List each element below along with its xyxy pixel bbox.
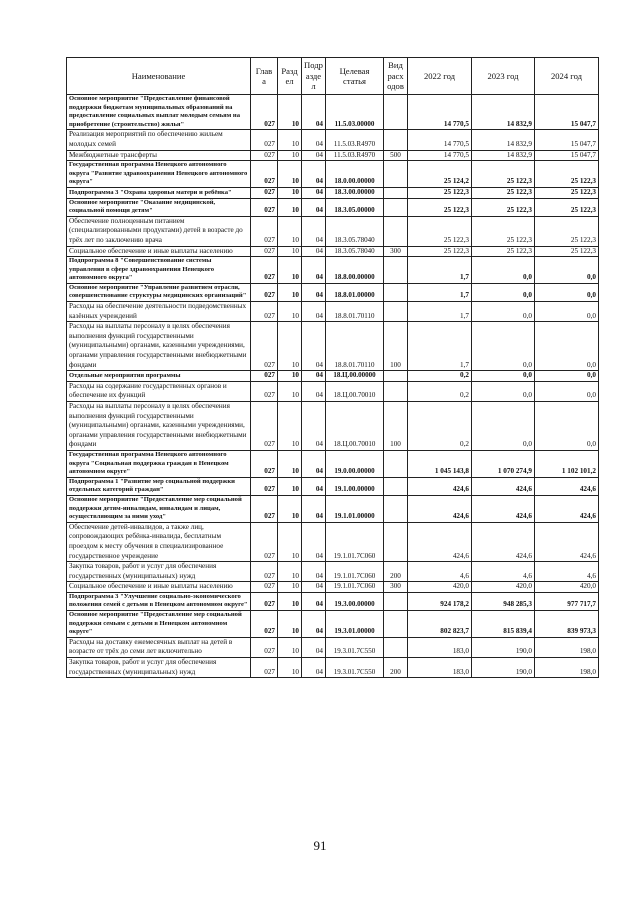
row-csr-cell: 18.3.00.00000	[326, 187, 384, 198]
row-podrazdel-cell: 04	[302, 381, 326, 401]
row-podrazdel-cell: 04	[302, 611, 326, 638]
row-csr-cell: 18.0.00.00000	[326, 161, 384, 188]
row-2022-cell: 924 178,2	[408, 592, 472, 610]
row-csr-cell: 18.3.05.78040	[326, 246, 384, 257]
row-podrazdel-cell: 04	[302, 637, 326, 657]
row-glava-cell: 027	[251, 495, 278, 522]
row-2023-cell: 424,6	[472, 477, 535, 495]
row-csr-cell: 19.3.01.7С550	[326, 637, 384, 657]
row-vr-cell: 300	[384, 582, 408, 593]
row-name-cell: Расходы на обеспечение деятельности подведомственных казённых учреждений	[67, 302, 251, 322]
row-2024-cell: 25 122,3	[535, 187, 599, 198]
row-2023-cell: 14 832,9	[472, 150, 535, 161]
row-vr-cell: 500	[384, 150, 408, 161]
row-2022-cell: 0,2	[408, 381, 472, 401]
row-podrazdel-cell: 04	[302, 562, 326, 582]
row-glava-cell: 027	[251, 322, 278, 371]
row-name-cell: Государственная программа Ненецкого автономного округа "Развитие здравоохранения Ненецкого автономного округа"	[67, 161, 251, 188]
row-razdel-cell: 10	[278, 161, 302, 188]
row-vr-cell	[384, 371, 408, 382]
row-2023-cell: 190,0	[472, 637, 535, 657]
row-csr-cell: 18.3.05.78040	[326, 216, 384, 246]
row-podrazdel-cell: 04	[302, 322, 326, 371]
row-2022-cell: 14 770,5	[408, 150, 472, 161]
row-razdel-cell: 10	[278, 198, 302, 216]
row-csr-cell: 19.3.01.7С550	[326, 658, 384, 678]
row-2022-cell: 25 122,3	[408, 187, 472, 198]
table-row	[67, 562, 599, 582]
row-csr-cell: 19.1.01.7С060	[326, 562, 384, 582]
row-csr-cell: 11.5.03.R4970	[326, 150, 384, 161]
row-2022-cell: 25 122,3	[408, 198, 472, 216]
row-razdel-cell: 10	[278, 562, 302, 582]
row-2024-cell: 25 122,3	[535, 161, 599, 188]
row-csr-cell: 19.1.01.7С060	[326, 522, 384, 561]
row-glava-cell: 027	[251, 592, 278, 610]
row-2024-cell: 198,0	[535, 637, 599, 657]
row-csr-cell: 19.1.00.00000	[326, 477, 384, 495]
row-podrazdel-cell: 04	[302, 246, 326, 257]
row-razdel-cell: 10	[278, 257, 302, 284]
row-2024-cell: 0,0	[535, 381, 599, 401]
row-glava-cell: 027	[251, 582, 278, 593]
row-podrazdel-cell: 04	[302, 216, 326, 246]
row-podrazdel-cell: 04	[302, 283, 326, 301]
row-name-cell: Подпрограмма 8 "Совершенствование системы управления в сфере здравоохранения Ненецкого автономного округа"	[67, 257, 251, 284]
row-glava-cell: 027	[251, 522, 278, 561]
row-glava-cell: 027	[251, 658, 278, 678]
row-2023-cell: 0,0	[472, 371, 535, 382]
header-name: Наименование	[67, 58, 251, 95]
row-2024-cell: 25 122,3	[535, 246, 599, 257]
row-2022-cell: 1 045 143,8	[408, 450, 472, 477]
row-vr-cell	[384, 302, 408, 322]
row-vr-cell	[384, 592, 408, 610]
row-csr-cell: 18.8.00.00000	[326, 257, 384, 284]
row-razdel-cell: 10	[278, 402, 302, 451]
row-glava-cell: 027	[251, 611, 278, 638]
row-glava-cell: 027	[251, 130, 278, 150]
row-csr-cell: 18.8.01.00000	[326, 283, 384, 301]
row-csr-cell: 11.5.03.00000	[326, 95, 384, 130]
row-2024-cell: 420,0	[535, 582, 599, 593]
row-2023-cell: 0,0	[472, 257, 535, 284]
row-glava-cell: 027	[251, 161, 278, 188]
row-2024-cell: 198,0	[535, 658, 599, 678]
row-2023-cell: 815 839,4	[472, 611, 535, 638]
table-row	[67, 477, 599, 495]
row-glava-cell: 027	[251, 302, 278, 322]
row-2023-cell: 14 832,9	[472, 95, 535, 130]
row-2024-cell: 25 122,3	[535, 216, 599, 246]
row-vr-cell	[384, 522, 408, 561]
row-podrazdel-cell: 04	[302, 257, 326, 284]
row-name-cell: Обеспечение полноценным питанием (специализированными продуктами) детей в возрасте до трёх лет по заключению врача	[67, 216, 251, 246]
row-razdel-cell: 10	[278, 637, 302, 657]
row-2024-cell: 424,6	[535, 477, 599, 495]
row-2023-cell: 25 122,3	[472, 187, 535, 198]
row-vr-cell	[384, 95, 408, 130]
table-row	[67, 658, 599, 678]
row-vr-cell: 200	[384, 658, 408, 678]
row-name-cell: Расходы на выплаты персоналу в целях обеспечения выполнения функций государственными (муниципальными) органами, казенными учреждениями, органами управления государственными внебюджетными фондами	[67, 402, 251, 451]
row-2023-cell: 1 070 274,9	[472, 450, 535, 477]
row-podrazdel-cell: 04	[302, 522, 326, 561]
row-csr-cell: 18.3.05.00000	[326, 198, 384, 216]
row-vr-cell: 300	[384, 246, 408, 257]
row-name-cell: Подпрограмма 3 "Улучшение социально-экономического положения семей с детьми в Ненецком автономном округе"	[67, 592, 251, 610]
row-razdel-cell: 10	[278, 283, 302, 301]
row-csr-cell: 18.Ц.00.70010	[326, 402, 384, 451]
row-vr-cell	[384, 216, 408, 246]
row-2022-cell: 0,2	[408, 402, 472, 451]
row-name-cell: Основное мероприятие "Предоставление мер социальной поддержки семьям с детьми в Ненецком автономном округе"	[67, 611, 251, 638]
row-csr-cell: 19.0.00.00000	[326, 450, 384, 477]
row-2022-cell: 1,7	[408, 322, 472, 371]
row-name-cell: Обеспечение детей-инвалидов, а также лиц, сопровождающих ребёнка-инвалида, бесплатным проездом к месту обучения в специализированное государственное учреждение	[67, 522, 251, 561]
row-name-cell: Расходы на доставку ежемесячных выплат на детей в возрасте от трёх до семи лет включительно	[67, 637, 251, 657]
row-podrazdel-cell: 04	[302, 161, 326, 188]
row-vr-cell	[384, 495, 408, 522]
row-podrazdel-cell: 04	[302, 658, 326, 678]
row-2022-cell: 1,7	[408, 283, 472, 301]
row-2022-cell: 14 770,5	[408, 130, 472, 150]
row-glava-cell: 027	[251, 637, 278, 657]
row-2024-cell: 424,6	[535, 495, 599, 522]
row-vr-cell	[384, 187, 408, 198]
table-row	[67, 302, 599, 322]
row-podrazdel-cell: 04	[302, 150, 326, 161]
row-name-cell: Реализация мероприятий по обеспечению жильем молодых семей	[67, 130, 251, 150]
row-razdel-cell: 10	[278, 130, 302, 150]
row-csr-cell: 11.5.03.R4970	[326, 130, 384, 150]
row-2024-cell: 25 122,3	[535, 198, 599, 216]
row-2023-cell: 25 122,3	[472, 198, 535, 216]
row-2023-cell: 25 122,3	[472, 246, 535, 257]
table-row	[67, 150, 599, 161]
row-name-cell: Социальное обеспечение и иные выплаты населению	[67, 246, 251, 257]
row-name-cell: Подпрограмма 1 "Развитие мер социальной поддержки отдельных категорий граждан"	[67, 477, 251, 495]
row-name-cell: Отдельные мероприятия программы	[67, 371, 251, 382]
table-row	[67, 130, 599, 150]
row-2023-cell: 420,0	[472, 582, 535, 593]
row-2024-cell: 0,0	[535, 371, 599, 382]
row-razdel-cell: 10	[278, 381, 302, 401]
row-2023-cell: 25 122,3	[472, 216, 535, 246]
row-vr-cell	[384, 450, 408, 477]
row-razdel-cell: 10	[278, 246, 302, 257]
row-name-cell: Подпрограмма 3 "Охрана здоровья матери и ребёнка"	[67, 187, 251, 198]
row-2022-cell: 1,7	[408, 257, 472, 284]
row-glava-cell: 027	[251, 187, 278, 198]
table-row	[67, 522, 599, 561]
row-2022-cell: 802 823,7	[408, 611, 472, 638]
row-glava-cell: 027	[251, 246, 278, 257]
row-csr-cell: 19.1.01.7С060	[326, 582, 384, 593]
row-name-cell: Расходы на содержание государственных органов и обеспечение их функций	[67, 381, 251, 401]
row-2022-cell: 4,6	[408, 562, 472, 582]
table-row	[67, 246, 599, 257]
row-2022-cell: 424,6	[408, 477, 472, 495]
table-row	[67, 592, 599, 610]
row-2024-cell: 839 973,3	[535, 611, 599, 638]
row-razdel-cell: 10	[278, 187, 302, 198]
table-row	[67, 450, 599, 477]
row-2023-cell: 0,0	[472, 322, 535, 371]
header-2024: 2024 год	[535, 58, 599, 95]
row-vr-cell	[384, 257, 408, 284]
row-2023-cell: 0,0	[472, 283, 535, 301]
row-podrazdel-cell: 04	[302, 130, 326, 150]
row-podrazdel-cell: 04	[302, 592, 326, 610]
row-name-cell: Основное мероприятие "Оказание медицинской, социальной помощи детям"	[67, 198, 251, 216]
header-podrazdel: Подр азде л	[302, 58, 326, 95]
table-row	[67, 371, 599, 382]
row-2024-cell: 15 047,7	[535, 95, 599, 130]
row-csr-cell: 19.3.00.00000	[326, 592, 384, 610]
row-2022-cell: 424,6	[408, 522, 472, 561]
row-razdel-cell: 10	[278, 582, 302, 593]
row-2024-cell: 0,0	[535, 283, 599, 301]
row-2024-cell: 0,0	[535, 402, 599, 451]
row-razdel-cell: 10	[278, 477, 302, 495]
row-2022-cell: 183,0	[408, 658, 472, 678]
row-2022-cell: 0,2	[408, 371, 472, 382]
row-name-cell: Основное мероприятие "Предоставление мер социальной поддержки детям-инвалидам, инвалидам и лицам, осуществляющим за ними уход"	[67, 495, 251, 522]
row-name-cell: Основное мероприятие "Управление развитием отрасли, совершенствование структуры медицинских организаций"	[67, 283, 251, 301]
row-glava-cell: 027	[251, 216, 278, 246]
row-2024-cell: 1 102 101,2	[535, 450, 599, 477]
row-2024-cell: 15 047,7	[535, 150, 599, 161]
row-glava-cell: 027	[251, 198, 278, 216]
table-row	[67, 198, 599, 216]
row-glava-cell: 027	[251, 150, 278, 161]
row-razdel-cell: 10	[278, 302, 302, 322]
row-razdel-cell: 10	[278, 150, 302, 161]
row-glava-cell: 027	[251, 371, 278, 382]
row-name-cell: Социальное обеспечение и иные выплаты населению	[67, 582, 251, 593]
row-glava-cell: 027	[251, 257, 278, 284]
table-row	[67, 187, 599, 198]
table-row	[67, 322, 599, 371]
row-razdel-cell: 10	[278, 592, 302, 610]
row-name-cell: Межбюджетные трансферты	[67, 150, 251, 161]
page-number: 91	[313, 838, 327, 853]
header-glava: Глав а	[251, 58, 278, 95]
row-2023-cell: 948 285,3	[472, 592, 535, 610]
row-razdel-cell: 10	[278, 450, 302, 477]
row-podrazdel-cell: 04	[302, 302, 326, 322]
row-name-cell: Основное мероприятие "Предоставление финансовой поддержки бюджетам муниципальных образований на предоставление социальных выплат молодым семьям на приобретение (строительство) жилья"	[67, 95, 251, 130]
row-2024-cell: 15 047,7	[535, 130, 599, 150]
row-razdel-cell: 10	[278, 611, 302, 638]
row-razdel-cell: 10	[278, 658, 302, 678]
row-csr-cell: 18.Ц.00.00000	[326, 371, 384, 382]
row-2023-cell: 190,0	[472, 658, 535, 678]
table-body	[67, 95, 599, 678]
row-2022-cell: 14 770,5	[408, 95, 472, 130]
row-2024-cell: 0,0	[535, 322, 599, 371]
row-name-cell: Государственная программа Ненецкого автономного округа "Социальная поддержка граждан в Ненецком автономном округе"	[67, 450, 251, 477]
row-vr-cell: 200	[384, 562, 408, 582]
row-2023-cell: 14 832,9	[472, 130, 535, 150]
row-vr-cell	[384, 611, 408, 638]
row-2023-cell: 424,6	[472, 522, 535, 561]
row-name-cell: Закупка товаров, работ и услуг для обеспечения государственных (муниципальных) нужд	[67, 562, 251, 582]
row-vr-cell	[384, 381, 408, 401]
header-2023: 2023 год	[472, 58, 535, 95]
row-2023-cell: 0,0	[472, 381, 535, 401]
row-2022-cell: 420,0	[408, 582, 472, 593]
row-razdel-cell: 10	[278, 495, 302, 522]
row-podrazdel-cell: 04	[302, 371, 326, 382]
row-2023-cell: 25 122,3	[472, 161, 535, 188]
table-row	[67, 495, 599, 522]
row-2024-cell: 977 717,7	[535, 592, 599, 610]
row-csr-cell: 18.8.01.70110	[326, 302, 384, 322]
row-2022-cell: 424,6	[408, 495, 472, 522]
table-row	[67, 257, 599, 284]
row-glava-cell: 027	[251, 283, 278, 301]
row-glava-cell: 027	[251, 402, 278, 451]
row-razdel-cell: 10	[278, 95, 302, 130]
row-name-cell: Закупка товаров, работ и услуг для обеспечения государственных (муниципальных) нужд	[67, 658, 251, 678]
row-2024-cell: 424,6	[535, 522, 599, 561]
row-podrazdel-cell: 04	[302, 495, 326, 522]
row-vr-cell	[384, 161, 408, 188]
row-glava-cell: 027	[251, 562, 278, 582]
header-csr: Целевая статья	[326, 58, 384, 95]
row-razdel-cell: 10	[278, 216, 302, 246]
row-razdel-cell: 10	[278, 371, 302, 382]
row-vr-cell	[384, 283, 408, 301]
row-podrazdel-cell: 04	[302, 198, 326, 216]
row-2024-cell: 0,0	[535, 257, 599, 284]
row-2023-cell: 4,6	[472, 562, 535, 582]
table-row	[67, 95, 599, 130]
budget-table	[66, 57, 599, 678]
row-podrazdel-cell: 04	[302, 582, 326, 593]
row-vr-cell: 100	[384, 322, 408, 371]
row-csr-cell: 19.3.01.00000	[326, 611, 384, 638]
row-2022-cell: 183,0	[408, 637, 472, 657]
row-2023-cell: 424,6	[472, 495, 535, 522]
row-2024-cell: 0,0	[535, 302, 599, 322]
table-row	[67, 283, 599, 301]
row-csr-cell: 19.1.01.00000	[326, 495, 384, 522]
row-glava-cell: 027	[251, 450, 278, 477]
row-glava-cell: 027	[251, 381, 278, 401]
row-vr-cell: 100	[384, 402, 408, 451]
row-vr-cell	[384, 637, 408, 657]
row-csr-cell: 18.8.01.70110	[326, 322, 384, 371]
row-vr-cell	[384, 477, 408, 495]
row-glava-cell: 027	[251, 95, 278, 130]
header-vr: Вид расх одов	[384, 58, 408, 95]
header-2022: 2022 год	[408, 58, 472, 95]
row-2024-cell: 4,6	[535, 562, 599, 582]
row-podrazdel-cell: 04	[302, 187, 326, 198]
row-razdel-cell: 10	[278, 522, 302, 561]
row-vr-cell	[384, 130, 408, 150]
row-2022-cell: 25 122,3	[408, 246, 472, 257]
row-name-cell: Расходы на выплаты персоналу в целях обеспечения выполнения функций государственными (муниципальными) органами, казенными учреждениями, органами управления государственными внебюджетными фондами	[67, 322, 251, 371]
table-header-row	[67, 58, 599, 95]
row-razdel-cell: 10	[278, 322, 302, 371]
row-2022-cell: 1,7	[408, 302, 472, 322]
table-row	[67, 381, 599, 401]
row-vr-cell	[384, 198, 408, 216]
row-2022-cell: 25 122,3	[408, 216, 472, 246]
row-podrazdel-cell: 04	[302, 95, 326, 130]
table-row	[67, 637, 599, 657]
row-podrazdel-cell: 04	[302, 477, 326, 495]
row-csr-cell: 18.Ц.00.70010	[326, 381, 384, 401]
row-2023-cell: 0,0	[472, 302, 535, 322]
row-glava-cell: 027	[251, 477, 278, 495]
header-razdel: Разд ел	[278, 58, 302, 95]
table-row	[67, 582, 599, 593]
table-row	[67, 161, 599, 188]
table-row	[67, 402, 599, 451]
row-podrazdel-cell: 04	[302, 402, 326, 451]
table-row	[67, 216, 599, 246]
row-2022-cell: 25 124,2	[408, 161, 472, 188]
row-2023-cell: 0,0	[472, 402, 535, 451]
table-row	[67, 611, 599, 638]
row-podrazdel-cell: 04	[302, 450, 326, 477]
